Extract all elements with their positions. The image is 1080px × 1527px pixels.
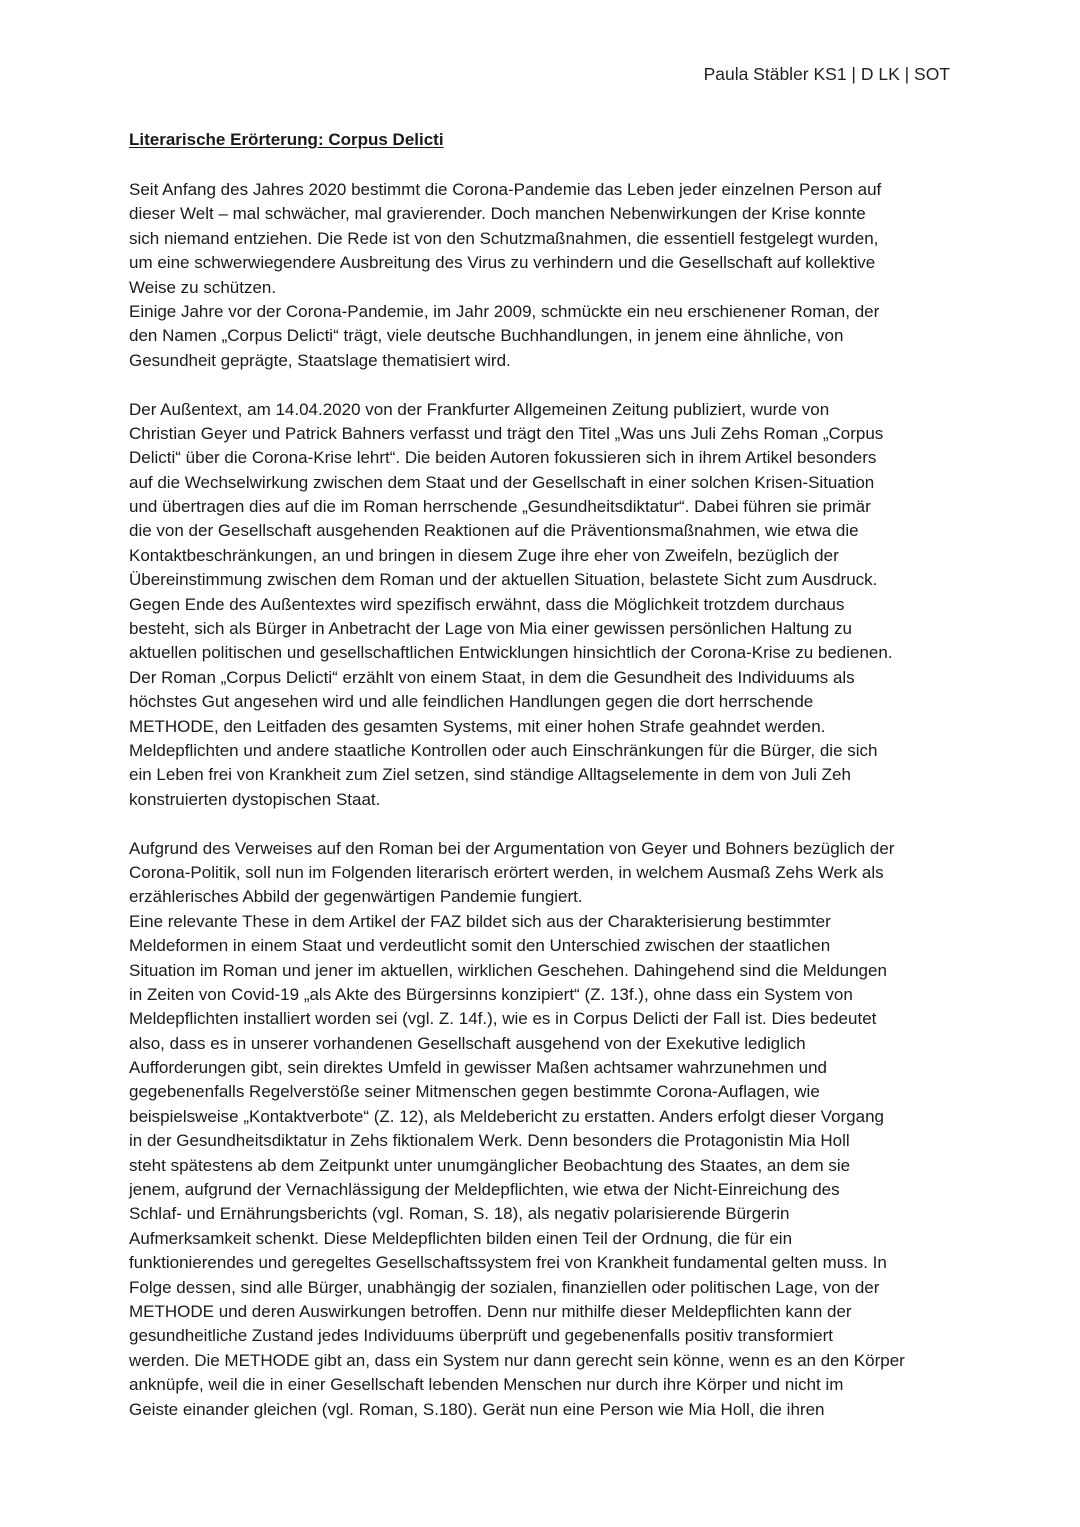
text-line: Christian Geyer und Patrick Bahners verfasst und trägt den Titel „Was uns Juli Zehs Roman „Corpus bbox=[129, 423, 884, 443]
text-line: besteht, sich als Bürger in Anbetracht der Lage von Mia einer gewissen persönlichen Haltung zu bbox=[129, 619, 852, 639]
text-line: die von der Gesellschaft ausgehenden Reaktionen auf die Präventionsmaßnahmen, wie etwa die bbox=[129, 521, 859, 541]
text-line: werden. Die METHODE gibt an, dass ein System nur dann gerecht sein könne, wenn es an den Körper bbox=[129, 1350, 905, 1370]
text-line: Meldepflichten installiert worden sei (vgl. Z. 14f.), wie es in Corpus Delicti der Fall ist. Dies bedeutet bbox=[129, 1009, 877, 1029]
paragraph bbox=[129, 178, 959, 373]
text-line: gesundheitliche Zustand jedes Individuums überprüft und gegebenenfalls positiv transformiert bbox=[129, 1326, 834, 1346]
text-line: auf die Wechselwirkung zwischen dem Staat und der Gesellschaft in einer solchen Krisen-Situation bbox=[129, 472, 875, 492]
text-line: Delicti“ über die Corona-Krise lehrt“. Die beiden Autoren fokussieren sich in ihrem Artikel besonders bbox=[129, 448, 877, 468]
text-line: in der Gesundheitsdiktatur in Zehs fiktionalem Werk. Denn besonders die Protagonistin Mia Holl bbox=[129, 1131, 850, 1151]
text-line: Aufgrund des Verweises auf den Roman bei der Argumentation von Geyer und Bohners bezüglich der bbox=[129, 838, 895, 858]
text-line: erzählerisches Abbild der gegenwärtigen Pandemie fungiert. bbox=[129, 887, 583, 907]
text-line: Corona-Politik, soll nun im Folgenden literarisch erörtert werden, in welchem Ausmaß Zehs Werk als bbox=[129, 862, 884, 882]
text-line: Kontaktbeschränkungen, an und bringen in diesem Zuge ihre eher von Zweifeln, bezüglich der bbox=[129, 545, 839, 565]
text-line: beispielsweise „Kontaktverbote“ (Z. 12), als Meldebericht zu erstatten. Anders erfolgt dieser Vorgang bbox=[129, 1106, 884, 1126]
text-line: steht spätestens ab dem Zeitpunkt unter unumgänglicher Beobachtung des Staates, an dem sie bbox=[129, 1155, 851, 1175]
text-line: Folge dessen, sind alle Bürger, unabhängig der sozialen, finanziellen oder politischen Lage, von der bbox=[129, 1277, 880, 1297]
document-title: Literarische Erörterung: Corpus Delicti bbox=[129, 130, 444, 149]
text-line: Seit Anfang des Jahres 2020 bestimmt die Corona-Pandemie das Leben jeder einzelnen Person auf bbox=[129, 180, 882, 199]
text-line: den Namen „Corpus Delicti“ trägt, viele deutsche Buchhandlungen, in jenem eine ähnliche, von bbox=[129, 326, 844, 346]
text-line: Aufforderungen gibt, sein direktes Umfeld in gewisser Maßen achtsamer wahrzunehmen und bbox=[129, 1058, 827, 1078]
text-line: Schlaf- und Ernährungsberichts (vgl. Roman, S. 18), als negativ polarisierende Bürgerin bbox=[129, 1204, 790, 1224]
text-line: Weise zu schützen. bbox=[129, 277, 277, 297]
paragraph-gap bbox=[129, 812, 959, 836]
text-line: Aufmerksamkeit schenkt. Diese Meldepflichten bilden einen Teil der Ordnung, die für ein bbox=[129, 1228, 793, 1248]
text-line: sich niemand entziehen. Die Rede ist von den Schutzmaßnahmen, die essentiell festgelegt wurden, bbox=[129, 228, 879, 248]
text-line: Meldeformen in einem Staat und verdeutlicht somit den Unterschied zwischen der staatlichen bbox=[129, 936, 831, 956]
text-line: Einige Jahre vor der Corona-Pandemie, im Jahr 2009, schmückte ein neu erschienener Roman, der bbox=[129, 301, 880, 321]
paragraph-gap bbox=[129, 373, 959, 397]
paragraph bbox=[129, 837, 959, 1422]
text-line: und übertragen dies auf die im Roman herrschende „Gesundheitsdiktatur“. Dabei führen sie primär bbox=[129, 497, 871, 517]
text-line: also, dass es in unserer vorhandenen Gesellschaft ausgehend von der Exekutive lediglich bbox=[129, 1033, 806, 1053]
text-line: Gesundheit geprägte, Staatslage thematisiert wird. bbox=[129, 350, 511, 370]
document-body bbox=[129, 178, 959, 1422]
text-line: konstruierten dystopischen Staat. bbox=[129, 789, 381, 809]
text-line: METHODE, den Leitfaden des gesamten Systems, mit einer hohen Strafe geahndet werden. bbox=[129, 716, 826, 736]
text-line: anknüpfe, weil die in einer Gesellschaft lebenden Menschen nur durch ihre Körper und nicht im bbox=[129, 1375, 844, 1395]
text-line: jenem, aufgrund der Vernachlässigung der Meldepflichten, wie etwa der Nicht-Einreichung des bbox=[129, 1180, 840, 1200]
page-header-author: Paula Stäbler KS1 | D LK | SOT bbox=[703, 64, 950, 84]
text-line: aktuellen politischen und gesellschaftlichen Entwicklungen hinsichtlich der Corona-Krise zu bedienen. bbox=[129, 643, 893, 663]
text-line: METHODE und deren Auswirkungen betroffen. Denn nur mithilfe dieser Meldepflichten kann der bbox=[129, 1301, 852, 1321]
text-line: Gegen Ende des Außentextes wird spezifisch erwähnt, dass die Möglichkeit trotzdem durchaus bbox=[129, 594, 845, 614]
text-line: gegebenenfalls Regelverstöße seiner Mitmenschen gegen bestimmte Corona-Auflagen, wie bbox=[129, 1082, 820, 1102]
text-line: Übereinstimmung zwischen dem Roman und der aktuellen Situation, belastete Sicht zum Ausdruck. bbox=[129, 570, 878, 590]
paragraph bbox=[129, 398, 959, 813]
text-line: ein Leben frei von Krankheit zum Ziel setzen, sind ständige Alltagselemente in dem von Juli Zeh bbox=[129, 765, 851, 785]
text-line: Eine relevante These in dem Artikel der FAZ bildet sich aus der Charakterisierung bestimmter bbox=[129, 911, 831, 931]
text-line: Meldepflichten und andere staatliche Kontrollen oder auch Einschränkungen für die Bürger, die sich bbox=[129, 740, 878, 760]
text-line: dieser Welt – mal schwächer, mal gravierender. Doch manchen Nebenwirkungen der Krise konnte bbox=[129, 204, 866, 224]
text-line: Der Außentext, am 14.04.2020 von der Frankfurter Allgemeinen Zeitung publiziert, wurde von bbox=[129, 399, 830, 419]
text-line: höchstes Gut angesehen wird und alle feindlichen Handlungen gegen die dort herrschende bbox=[129, 692, 814, 712]
text-line: in Zeiten von Covid-19 „als Akte des Bürgersinns konzipiert“ (Z. 13f.), ohne dass ein System von bbox=[129, 984, 853, 1004]
text-line: funktionierendes und geregeltes Gesellschaftssystem frei von Krankheit fundamental gelten muss. In bbox=[129, 1253, 887, 1273]
text-line: Der Roman „Corpus Delicti“ erzählt von einem Staat, in dem die Gesundheit des Individuums als bbox=[129, 667, 855, 687]
text-line: Geiste einander gleichen (vgl. Roman, S.180). Gerät nun eine Person wie Mia Holl, die ihren bbox=[129, 1399, 825, 1419]
text-line: Situation im Roman und jener im aktuellen, wirklichen Geschehen. Dahingehend sind die Meldungen bbox=[129, 960, 887, 980]
text-line: um eine schwerwiegendere Ausbreitung des Virus zu verhindern und die Gesellschaft auf kollektive bbox=[129, 253, 876, 273]
